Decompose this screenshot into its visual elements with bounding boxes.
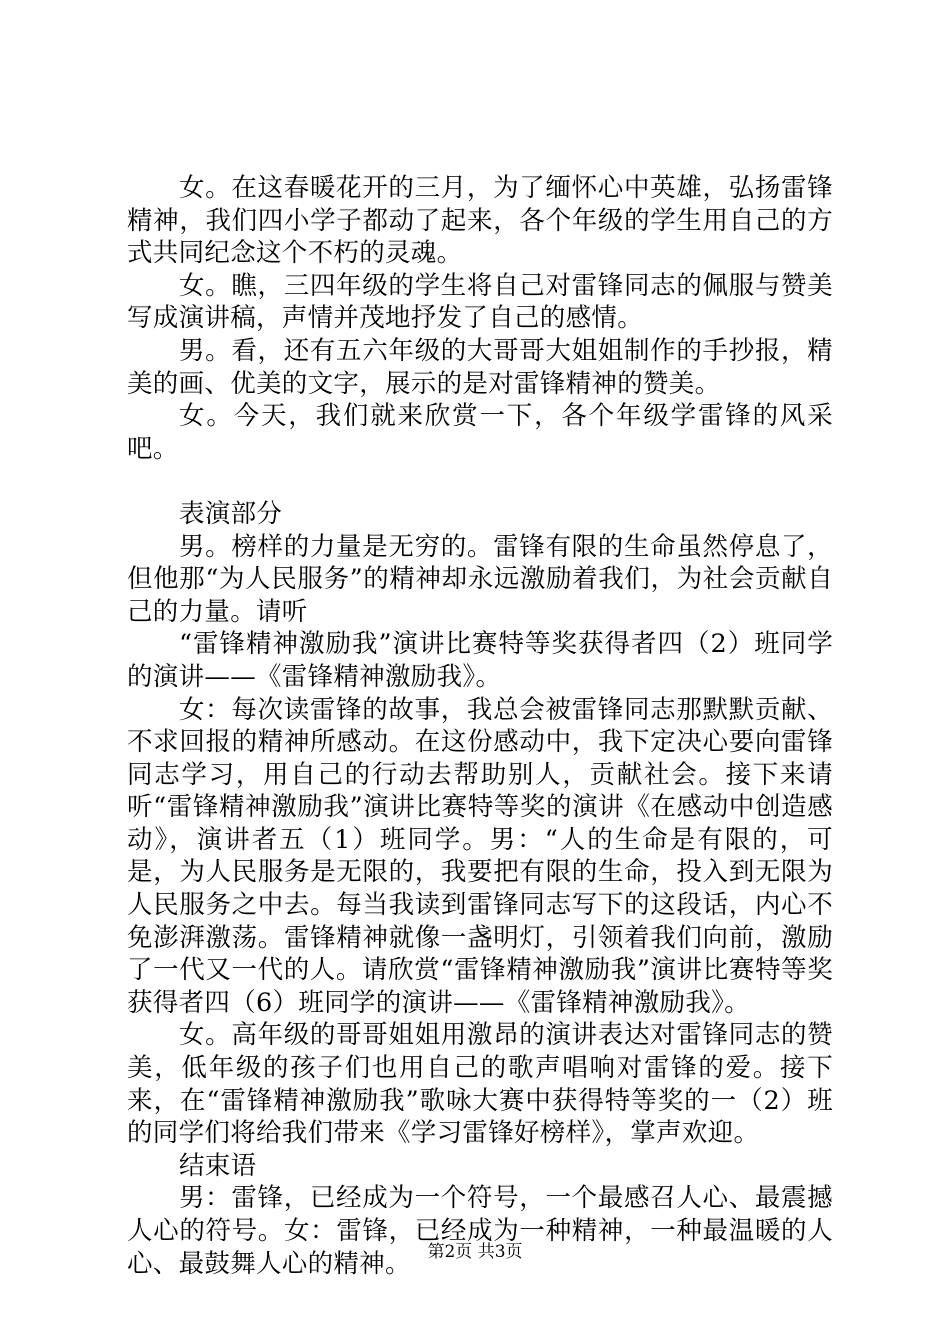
paragraph-4: 女。今天，我们就来欣赏一下，各个年级学雷锋的风采吧。	[127, 401, 833, 464]
paragraph-2: 女。瞧，三四年级的学生将自己对雷锋同志的佩服与赞美写成演讲稿，声情并茂地抒发了自己的感情。	[127, 270, 833, 334]
page-footer: 第2页 共3页	[427, 1242, 523, 1262]
paragraph-gap	[127, 465, 833, 498]
section-heading-performance: 表演部分	[179, 498, 283, 529]
paragraph-7: 女：每次读雷锋的故事，我总会被雷锋同志那默默贡献、不求回报的精神所感动。在这份感动中，我下定决心要向雷锋同志学习，用自己的行动去帮助别人，贡献社会。接下来请听“雷锋精神激励我”演讲比赛特等奖的演讲《在感动中创造感动》，演讲者五（1）班同学。男：“人的生命是有限的，可是，为人民服务是无限的，我要把有限的生命，投入到无限为人民服务之中去。每当我读到雷锋同志写下的这段话，内心不免澎湃激荡。雷锋精神就像一盏明灯，引领着我们向前，激励了一代又一代的人。请欣赏“雷锋精神激励我”演讲比赛特等奖获得者四（6）班同学的演讲——《雷锋精神激励我》。	[127, 694, 833, 1018]
document-body	[127, 172, 833, 1280]
paragraph-5: 男。榜样的力量是无穷的。雷锋有限的生命虽然停息了，但他那“为人民服务”的精神却永远激励着我们，为社会贡献自己的力量。请听	[127, 531, 833, 627]
section-heading-closing: 结束语	[179, 1150, 257, 1181]
paragraph-8: 女。高年级的哥哥姐姐用激昂的演讲表达对雷锋同志的赞美，低年级的孩子们也用自己的歌声唱响对雷锋的爱。接下来，在“雷锋精神激励我”歌咏大赛中获得特等奖的一（2）班的同学们将给我们带来《学习雷锋好榜样》，掌声欢迎。	[127, 1020, 833, 1149]
paragraph-1: 女。在这春暖花开的三月，为了缅怀心中英雄，弘扬雷锋精神，我们四小学子都动了起来，各个年级的学生用自己的方式共同纪念这个不朽的灵魂。	[127, 173, 833, 269]
paragraph-6: “雷锋精神激励我”演讲比赛特等奖获得者四（2）班同学的演讲——《雷锋精神激励我》。	[127, 629, 833, 692]
paragraph-9: 男：雷锋，已经成为一个符号，一个最感召人心、最震撼人心的符号。女：雷锋，已经成为一种精神，一种最温暖的人心、最鼓舞人心的精神。	[127, 1183, 833, 1279]
paragraph-3: 男。看，还有五六年级的大哥哥大姐姐制作的手抄报，精美的画、优美的文字，展示的是对雷锋精神的赞美。	[127, 335, 833, 399]
